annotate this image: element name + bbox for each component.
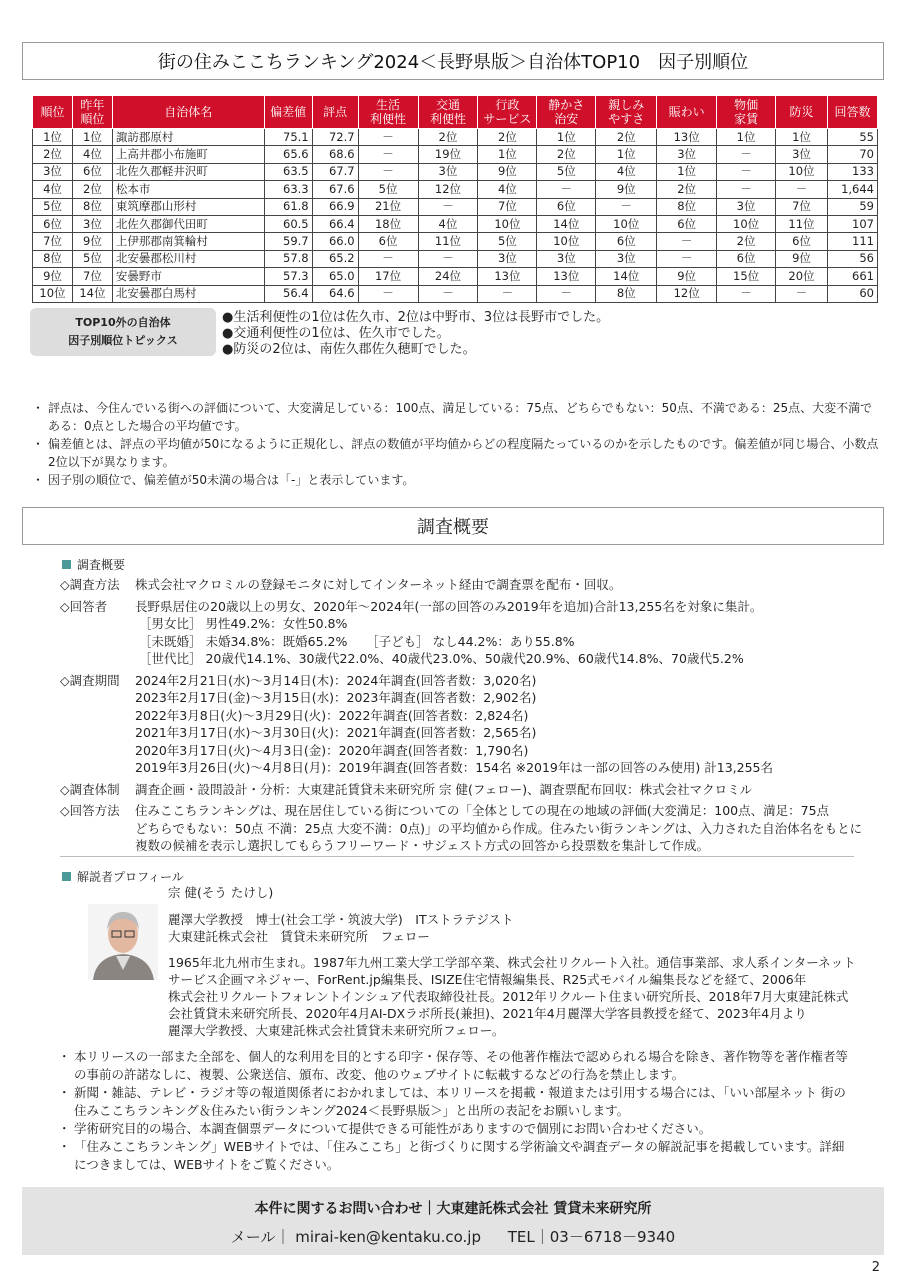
table-row <box>33 250 878 267</box>
page-number: 2 <box>871 1260 880 1275</box>
table-cell: 7位 <box>776 198 828 215</box>
table-cell: 57.8 <box>264 250 312 267</box>
table-cell: 9位 <box>776 250 828 267</box>
table-cell: 1位 <box>776 129 828 146</box>
table-cell: － <box>717 146 776 163</box>
table-cell: 8位 <box>72 198 112 215</box>
answer-line: 複数の候補を表示し選択してもらうフリーワード・サジェスト方式の回答から投票数を集計して作成。 <box>135 838 710 853</box>
table-cell: 3位 <box>478 250 537 267</box>
table-cell: 5位 <box>478 233 537 250</box>
table-cell: 諏訪郡原村 <box>112 129 264 146</box>
table-cell: 4位 <box>33 181 73 198</box>
table-cell: 9位 <box>478 163 537 180</box>
table-cell: 上伊那郡南箕輪村 <box>112 233 264 250</box>
table-cell: － <box>537 285 596 302</box>
table-cell: 56.4 <box>264 285 312 302</box>
table-cell: 1位 <box>717 129 776 146</box>
table-cell: 9位 <box>33 268 73 285</box>
survey-heading <box>62 556 125 573</box>
notes-usage <box>60 1048 850 1174</box>
table-cell: 1,644 <box>827 181 877 198</box>
topics-label-1: TOP10外の自治体 <box>75 316 171 329</box>
table-cell: 66.4 <box>312 215 358 232</box>
column-header: 自治体名 <box>112 96 264 129</box>
table-cell: － <box>358 146 418 163</box>
table-cell: 63.5 <box>264 163 312 180</box>
table-cell: 6位 <box>33 215 73 232</box>
system-label: ◇調査体制 <box>60 781 120 797</box>
table-cell: 2位 <box>33 146 73 163</box>
table-cell: 3位 <box>776 146 828 163</box>
table-cell: 13位 <box>478 268 537 285</box>
table-cell: 19位 <box>418 146 478 163</box>
table-cell: 66.0 <box>312 233 358 250</box>
table-cell: 4位 <box>478 181 537 198</box>
table-cell: 10位 <box>33 285 73 302</box>
notes-scoring <box>34 399 880 489</box>
table-cell: 5位 <box>537 163 596 180</box>
table-cell: 2位 <box>596 129 657 146</box>
note-item: ・ 因子別の順位で、偏差値が50未満の場合は「-」と表示しています。 <box>34 471 880 489</box>
contact-email-link[interactable]: mirai-ken@kentaku.co.jp <box>295 1228 481 1246</box>
table-cell: 8位 <box>596 285 657 302</box>
table-cell: 北佐久郡御代田町 <box>112 215 264 232</box>
topic-item: ●交通利便性の1位は、佐久市でした。 <box>222 326 450 341</box>
note-item: ・ 評点は、今住んでいる街への評価について、大変満足している：100点、満足している：75点、どちらでもない：50点、不満である：25点、大変不満である：0点とした場合の平均値です。 <box>34 399 880 435</box>
column-header: 物価 家賃 <box>717 96 776 129</box>
table-cell: － <box>418 250 478 267</box>
respondents-text: 長野県居住の20歳以上の男女、2020年～2024年(一部の回答のみ2019年を追加)合計13,255名を対象に集計。 <box>135 598 763 614</box>
table-cell: 松本市 <box>112 181 264 198</box>
table-cell: － <box>478 285 537 302</box>
profile-bio-line: 株式会社リクルートフォレントインシュア代表取締役社長。2012年リクルート住まい研究所長、2018年7月大東建託株式 <box>168 989 849 1004</box>
table-cell: 10位 <box>596 215 657 232</box>
table-cell: 7位 <box>33 233 73 250</box>
method-text: 株式会社マクロミルの登録モニタに対してインターネット経由で調査票を配布・回収。 <box>135 577 622 592</box>
table-cell: 75.1 <box>264 129 312 146</box>
column-header: 静かさ 治安 <box>537 96 596 129</box>
table-cell: 18位 <box>358 215 418 232</box>
table-cell: 67.6 <box>312 181 358 198</box>
column-header: 生活 利便性 <box>358 96 418 129</box>
table-cell: 60.5 <box>264 215 312 232</box>
note-item: ・ 新聞・雑誌、テレビ・ラジオ等の報道関係者におかれましては、本リリースを掲載・報道または引用する場合には、「いい部屋ネット 街の住みここちランキング＆住みたい街ランキング2024＜長野県版＞」と出所の表記をお願いします。 <box>60 1084 850 1120</box>
column-header: 昨年 順位 <box>72 96 112 129</box>
answer-line: どちらでもない：50点 不満：25点 大変不満：0点)」の平均値から作成。住みたい街ランキングは、入力された自治体名をもとに <box>135 820 863 836</box>
square-bullet-icon <box>62 872 71 881</box>
table-cell: － <box>418 285 478 302</box>
table-cell: 3位 <box>657 146 717 163</box>
note-item: ・ 学術研究目的の場合、本調査個票データについて提供できる可能性がありますので個別にお問い合わせください。 <box>60 1120 850 1138</box>
profile-heading-text: 解説者プロフィール <box>77 870 184 884</box>
column-header: 偏差値 <box>264 96 312 129</box>
table-cell: 8位 <box>657 198 717 215</box>
table-cell: 14位 <box>72 285 112 302</box>
section-title: 調査概要 <box>22 507 884 545</box>
table-row <box>33 181 878 198</box>
table-cell: 24位 <box>418 268 478 285</box>
table-cell: 6位 <box>717 250 776 267</box>
table-cell: 65.0 <box>312 268 358 285</box>
table-cell: 3位 <box>72 215 112 232</box>
respondents-label: ◇回答者 <box>60 598 108 614</box>
divider <box>60 856 854 857</box>
table-cell: 5位 <box>72 250 112 267</box>
table-cell: － <box>358 285 418 302</box>
column-header: 回答数 <box>827 96 877 129</box>
table-cell: － <box>418 198 478 215</box>
table-header-row <box>33 96 878 129</box>
table-cell: 3位 <box>418 163 478 180</box>
table-cell: 6位 <box>657 215 717 232</box>
ranking-table <box>32 95 878 303</box>
table-cell: 60 <box>827 285 877 302</box>
table-cell: － <box>358 163 418 180</box>
table-cell: 5位 <box>358 181 418 198</box>
answer-line: 住みここちランキングは、現在居住している街についての「全体としての現在の地域の評価(大変満足：100点、満足：75点 <box>135 803 830 818</box>
table-cell: 東筑摩郡山形村 <box>112 198 264 215</box>
topic-item: ●防災の2位は、南佐久郡佐久穂町でした。 <box>222 342 476 357</box>
table-cell: 64.6 <box>312 285 358 302</box>
table-cell: 65.6 <box>264 146 312 163</box>
table-cell: － <box>776 285 828 302</box>
profile-heading <box>62 868 184 885</box>
table-cell: 12位 <box>418 181 478 198</box>
contact-phone: 03－6718－9340 <box>549 1228 676 1246</box>
table-cell: 6位 <box>596 233 657 250</box>
note-item: ・ 偏差値とは、評点の平均値が50になるように正規化し、評点の数値が平均値からどの程度隔たっているのかを示したものです。偏差値が同じ場合、小数点2位以下が異なります。 <box>34 435 880 471</box>
table-cell: 2位 <box>537 146 596 163</box>
table-cell: － <box>537 181 596 198</box>
column-header: 評点 <box>312 96 358 129</box>
table-cell: 63.3 <box>264 181 312 198</box>
table-cell: 14位 <box>537 215 596 232</box>
table-cell: 10位 <box>537 233 596 250</box>
table-cell: 1位 <box>596 146 657 163</box>
table-cell: 14位 <box>596 268 657 285</box>
topics-label-2: 因子別順位トピックス <box>68 334 178 347</box>
table-cell: 56 <box>827 250 877 267</box>
table-cell: － <box>717 181 776 198</box>
table-row <box>33 146 878 163</box>
period-line: 2021年3月17日(水)～3月30日(火)：2021年調査(回答者数：2,565名) <box>135 725 537 740</box>
table-cell: 21位 <box>358 198 418 215</box>
table-cell: 72.7 <box>312 129 358 146</box>
table-cell: － <box>657 250 717 267</box>
table-row <box>33 233 878 250</box>
table-cell: 2位 <box>717 233 776 250</box>
table-cell: 65.2 <box>312 250 358 267</box>
table-row <box>33 268 878 285</box>
answer-label: ◇回答方法 <box>60 803 120 818</box>
profile-bio-line: 1965年北九州市生まれ。1987年九州工業大学工学部卒業、株式会社リクルート入社。通信事業部、求人系インターネット <box>168 955 856 970</box>
square-bullet-icon <box>62 560 71 569</box>
table-cell: 3位 <box>33 163 73 180</box>
table-cell: 北佐久郡軽井沢町 <box>112 163 264 180</box>
profile-title: 大東建託株式会社 賃貸未来研究所 フェロー <box>168 929 430 944</box>
table-cell: 1位 <box>537 129 596 146</box>
profile-bio-line: サービス企画マネジャー、ForRent.jp編集長、ISIZE住宅情報編集長、R25式モバイル編集長などを経て、2006年 <box>168 972 807 987</box>
table-cell: 12位 <box>657 285 717 302</box>
table-cell: 20位 <box>776 268 828 285</box>
table-cell: 9位 <box>657 268 717 285</box>
period-label: ◇調査期間 <box>60 672 120 688</box>
table-cell: 17位 <box>358 268 418 285</box>
column-header: 防災 <box>776 96 828 129</box>
table-cell: 111 <box>827 233 877 250</box>
table-cell: 2位 <box>478 129 537 146</box>
period-line: 2023年2月17日(金)～3月15日(水)：2023年調査(回答者数：2,902名) <box>135 690 537 705</box>
table-cell: 59.7 <box>264 233 312 250</box>
topics-list <box>222 310 609 358</box>
table-cell: 13位 <box>537 268 596 285</box>
table-cell: 6位 <box>72 163 112 180</box>
table-cell: 6位 <box>358 233 418 250</box>
period-line: 2022年3月8日(火)～3月29日(火)：2022年調査(回答者数：2,824名) <box>135 707 529 723</box>
mail-label: メール｜ <box>230 1228 291 1246</box>
table-cell: 107 <box>827 215 877 232</box>
table-row <box>33 129 878 146</box>
column-header: 行政 サービス <box>478 96 537 129</box>
table-cell: 7位 <box>478 198 537 215</box>
table-cell: 上高井郡小布施町 <box>112 146 264 163</box>
table-cell: 1位 <box>657 163 717 180</box>
table-cell: 11位 <box>776 215 828 232</box>
contact-footer <box>22 1187 884 1255</box>
age-ratio: ［世代比］ 20歳代14.1%、30歳代22.0%、40歳代23.0%、50歳代20.9%、60歳代14.8%、70歳代5.2% <box>139 651 744 666</box>
system-text: 調査企画・設問設計・分析：大東建託賃貸未来研究所 宗 健(フェロー)、調査票配布回収：株式会社マクロミル <box>135 781 753 797</box>
gender-ratio: ［男女比］ 男性49.2%：女性50.8% <box>139 616 348 631</box>
table-cell: 59 <box>827 198 877 215</box>
profile-name: 宗 健(そう たけし) <box>168 885 274 900</box>
table-row <box>33 163 878 180</box>
table-cell: 3位 <box>717 198 776 215</box>
table-cell: 北安曇郡松川村 <box>112 250 264 267</box>
table-cell: － <box>358 129 418 146</box>
table-row <box>33 198 878 215</box>
table-cell: 4位 <box>596 163 657 180</box>
table-cell: 15位 <box>717 268 776 285</box>
table-cell: － <box>596 198 657 215</box>
table-cell: 70 <box>827 146 877 163</box>
table-cell: － <box>717 163 776 180</box>
profile-bio-line: 麗澤大学教授、大東建託株式会社賃貸未来研究所フェロー。 <box>168 1023 505 1038</box>
table-cell: 9位 <box>72 233 112 250</box>
table-cell: 4位 <box>418 215 478 232</box>
tel-label: TEL｜ <box>507 1228 550 1246</box>
table-cell: 1位 <box>33 129 73 146</box>
profile-title: 麗澤大学教授 博士(社会工学・筑波大学) ITストラテジスト <box>168 912 514 927</box>
method-label: ◇調査方法 <box>60 577 120 592</box>
author-photo <box>88 904 158 980</box>
table-cell: 2位 <box>657 181 717 198</box>
table-cell: － <box>657 233 717 250</box>
table-cell: 66.9 <box>312 198 358 215</box>
table-cell: 10位 <box>776 163 828 180</box>
period-line: 2019年3月26日(火)～4月8日(月)：2019年調査(回答者数：154名 ※2019年は一部の回答のみ使用) 計13,255名 <box>135 760 773 775</box>
note-item: ・ 「住みここちランキング」WEBサイトでは、「住みここち」と街づくりに関する学術論文や調査データの解説記事を掲載しています。詳細につきましては、WEBサイトをご覧ください。 <box>60 1138 850 1174</box>
period-line: 2024年2月21日(水)～3月14日(木)：2024年調査(回答者数：3,020名) <box>135 672 537 688</box>
table-cell: 10位 <box>717 215 776 232</box>
page-title: 街の住みここちランキング2024＜長野県版＞自治体TOP10 因子別順位 <box>22 42 884 80</box>
table-cell: 北安曇郡白馬村 <box>112 285 264 302</box>
table-cell: 13位 <box>657 129 717 146</box>
table-cell: 55 <box>827 129 877 146</box>
table-cell: 57.3 <box>264 268 312 285</box>
survey-heading-text: 調査概要 <box>77 558 126 572</box>
table-cell: 3位 <box>596 250 657 267</box>
table-cell: 11位 <box>418 233 478 250</box>
table-cell: 2位 <box>418 129 478 146</box>
column-header: 親しみ やすさ <box>596 96 657 129</box>
table-cell: 3位 <box>537 250 596 267</box>
table-cell: 133 <box>827 163 877 180</box>
table-cell: 5位 <box>33 198 73 215</box>
table-cell: 661 <box>827 268 877 285</box>
table-cell: － <box>717 285 776 302</box>
table-cell: 2位 <box>72 181 112 198</box>
table-cell: 7位 <box>72 268 112 285</box>
table-cell: 9位 <box>596 181 657 198</box>
table-cell: 1位 <box>72 129 112 146</box>
table-cell: 68.6 <box>312 146 358 163</box>
table-cell: － <box>776 181 828 198</box>
table-cell: 1位 <box>478 146 537 163</box>
period-line: 2020年3月17日(火)～4月3日(金)：2020年調査(回答者数：1,790名) <box>135 742 529 758</box>
table-cell: 61.8 <box>264 198 312 215</box>
table-cell: 67.7 <box>312 163 358 180</box>
table-cell: 安曇野市 <box>112 268 264 285</box>
note-item: ・ 本リリースの一部また全部を、個人的な利用を目的とする印字・保存等、その他著作権法で認められる場合を除き、著作物等を著作権者等の事前の許諾なしに、複製、公衆送信、頒布、改変、他のウェブサイトに転載するなどの行為を禁止します。 <box>60 1048 850 1084</box>
column-header: 交通 利便性 <box>418 96 478 129</box>
table-cell: 8位 <box>33 250 73 267</box>
marital-ratio: ［未既婚］ 未婚34.8%：既婚65.2% ［子ども］ なし44.2%：あり55.8% <box>139 633 575 649</box>
profile-text <box>168 884 856 1039</box>
survey-details <box>60 576 862 859</box>
table-row <box>33 215 878 232</box>
table-cell: － <box>358 250 418 267</box>
table-cell: 6位 <box>776 233 828 250</box>
contact-title: 本件に関するお問い合わせ｜大東建託株式会社 賃貸未来研究所 <box>254 1201 652 1217</box>
table-row <box>33 285 878 302</box>
topics-label-box <box>30 308 216 356</box>
table-cell: 10位 <box>478 215 537 232</box>
column-header: 賑わい <box>657 96 717 129</box>
column-header: 順位 <box>33 96 73 129</box>
topic-item: ●生活利便性の1位は佐久市、2位は中野市、3位は長野市でした。 <box>222 310 610 325</box>
table-cell: 4位 <box>72 146 112 163</box>
table-cell: 6位 <box>537 198 596 215</box>
profile-bio-line: 会社賃貸未来研究所長、2020年4月AI-DXラボ所長(兼担)、2021年4月麗澤大学客員教授を経て、2023年4月より <box>168 1006 807 1021</box>
